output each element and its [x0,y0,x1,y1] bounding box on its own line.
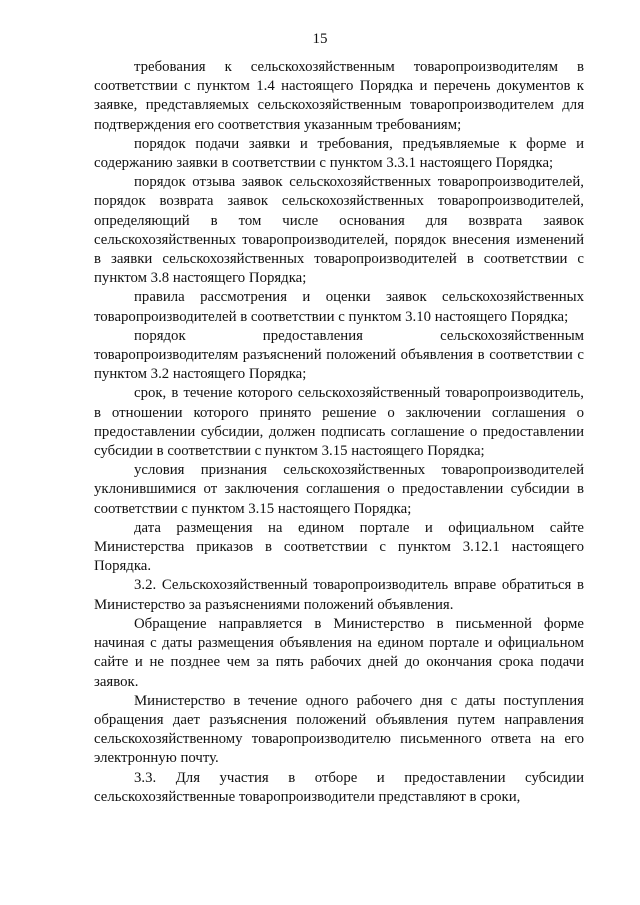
paragraph-requirements: требования к сельскохозяйственным товаропроизводителям в соответствии с пунктом 1.4 настоящего Порядка и перечень документов к заявке, представляемых сельскохозяйственным товаропроизводителем для подтверждения его соответствия указанным требованиям; [94,59,584,133]
paragraph-evaluation-rules: правила рассмотрения и оценки заявок сельскохозяйственных товаропроизводителей в соответствии с пунктом 3.10 настоящего Порядка; [94,289,584,325]
paragraph-evasion-conditions: условия признания сельскохозяйственных товаропроизводителей уклонившимися от заключения соглашения о предоставлении субсидии в соответствии с пунктом 3.15 настоящего Порядка; [94,462,584,517]
paragraph-withdrawal-procedure: порядок отзыва заявок сельскохозяйственных товаропроизводителей, порядок возврата заявок сельскохозяйственных товаропроизводителей, определяющий в том числе основания для возврата заявок сельскохозяйственных товаропроизводителей, порядок внесения изменений в заявки сельскохозяйственных товаропроизводителей в соответствии с пунктом 3.8 настоящего Порядка; [94,174,584,287]
paragraph-signing-deadline: срок, в течение которого сельскохозяйственный товаропроизводитель, в отношении которого принято решение о заключении соглашения о предоставлении субсидии, должен подписать соглашение о предоставлении субсидии в соответствии с пунктом 3.15 настоящего Порядка; [94,385,584,460]
paragraph-request-submission: Обращение направляется в Министерство в письменной форме начиная с даты размещения объявления на едином портале и официальном сайте и не позднее чем за пять рабочих дней до окончания срока подачи заявок. [94,615,584,690]
paragraph-ministry-response: Министерство в течение одного рабочего дня с даты поступления обращения дает разъяснения положений объявления путем направления сельскохозяйственному товаропроизводителю письменного ответа на его электронную почту. [94,692,584,767]
paragraph-section-3-3: 3.3. Для участия в отборе и предоставлении субсидии сельскохозяйственные товаропроизводители представляют в сроки, [94,769,584,805]
paragraph-application-procedure: порядок подачи заявки и требования, предъявляемые к форме и содержанию заявки в соответствии с пунктом 3.3.1 настоящего Порядка; [94,135,584,172]
document-body [94,58,584,807]
page-number: 15 [312,31,328,47]
paragraph-section-3-2: 3.2. Сельскохозяйственный товаропроизводитель вправе обратиться в Министерство за разъяснениями положений объявления. [94,577,584,613]
paragraph-publication-date: дата размещения на едином портале и официальном сайте Министерства приказов в соответствии с пунктом 3.12.1 настоящего Порядка. [94,519,584,575]
paragraph-clarification-procedure: порядок предоставления сельскохозяйственным товаропроизводителям разъяснений положений объявления в соответствии с пунктом 3.2 настоящего Порядка; [94,327,584,383]
